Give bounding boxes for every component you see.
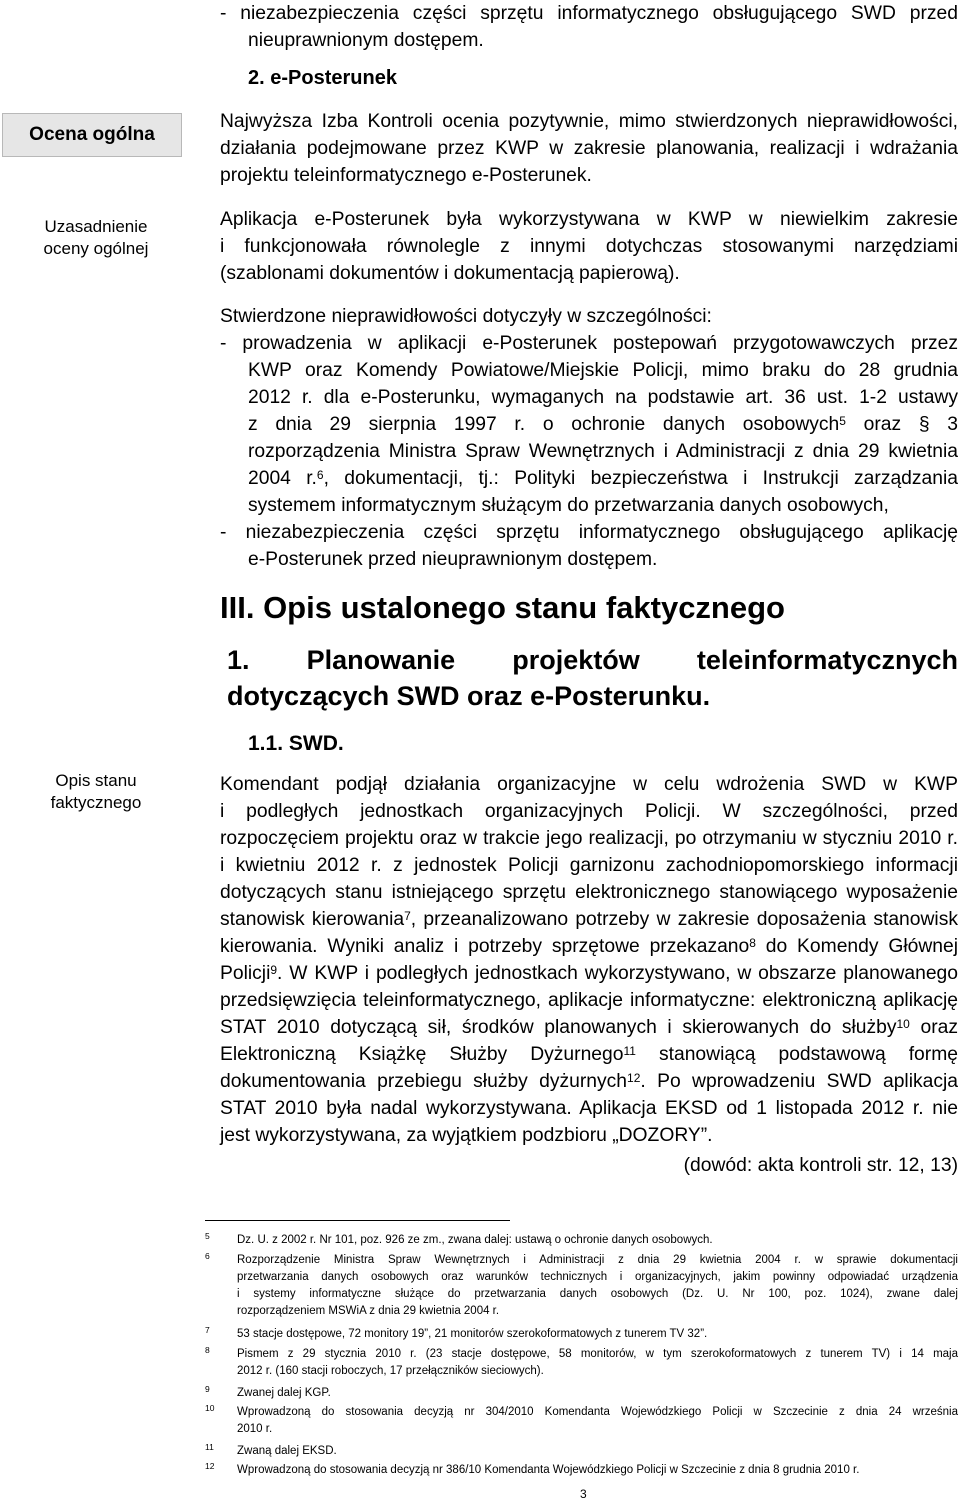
text-run: stanowisk kierowania <box>220 909 405 930</box>
text-line: jest wykorzystywana, za wyjątkiem podzbioru „DOZORY”. <box>220 1125 713 1146</box>
text-run: 2004 r. <box>248 468 317 489</box>
text-run: , przeanalizowano potrzeby w zakresie doposażenia stanowisk <box>410 909 958 930</box>
text-line: KWP oraz Komendy Powiatowe/Miejskie Policji, mimo braku do 28 grudnia <box>248 360 958 381</box>
footnote-line: 2012 r. (160 stacji roboczych, 17 przełączników sieciowych). <box>237 1365 544 1377</box>
text-line: 2012 r. dla e-Posterunku, wymaganych na podstawie art. 36 ust. 1-2 ustawy <box>248 387 958 408</box>
sidebar-label-line: Opis stanu <box>55 771 137 790</box>
footnote-line: Dz. U. z 2002 r. Nr 101, poz. 926 ze zm., zwana dalej: ustawą o ochronie danych osobowych. <box>237 1234 713 1246</box>
overall-assessment-label: Ocena ogólna <box>29 124 155 145</box>
text-run: oraz <box>909 1017 958 1038</box>
footnote-ref: 12 <box>627 1071 641 1085</box>
text-run: stanowiącą podstawową formę <box>635 1044 958 1065</box>
text-run: , dokumentacji, tj.: Polityki bezpieczeństwa i Instrukcji zarządzania <box>323 468 958 489</box>
footnote-number: 9 <box>205 1384 210 1394</box>
subsection-heading-1-cont: dotyczących SWD oraz e-Posterunku. <box>227 681 711 711</box>
text-line <box>248 411 958 438</box>
text-line: systemem informatycznym służącym do przetwarzania danych osobowych, <box>248 495 889 516</box>
footnote-number: 5 <box>205 1231 210 1241</box>
footnote-ref: 8 <box>749 936 756 950</box>
footnote-line: przetwarzania danych osobowych oraz warunków technicznych i organizacyjnych, jakim powinny odpowiadać urządzenia <box>237 1271 958 1283</box>
text-run: do Komendy Głównej <box>755 936 958 957</box>
footnote-line: Pismem z 29 stycznia 2010 r. (23 stacje dostępowe, 58 monitorów, w tym szerokoformatowych z tunerem TV) i 14 maja <box>237 1348 958 1360</box>
text-run: STAT 2010 dotyczącą sił, środków planowanych i skierowanych do służby <box>220 1017 897 1038</box>
footnote-line: Zwanej dalej KGP. <box>237 1387 331 1399</box>
text-line: rozporządzenia Ministra Spraw Wewnętrznych i Administracji z dnia 29 kwietnia <box>248 441 958 462</box>
text-line: nieuprawnionym dostępem. <box>248 30 484 51</box>
sidebar-label-facts <box>0 770 192 814</box>
text-line: STAT 2010 była nadal wykorzystywana. Aplikacja EKSD od 1 listopada 2012 r. nie <box>220 1098 958 1119</box>
text-run: Policji <box>220 963 271 984</box>
footnote-ref: 10 <box>896 1017 910 1031</box>
text-line: projektu teleinformatycznego e-Posterunek. <box>220 165 592 186</box>
footnote-line: Rozporządzenie Ministra Spraw Wewnętrznych i Administracji z dnia 29 kwietnia 2004 r. w sprawie dokumentacji <box>237 1254 958 1266</box>
footnote-line: i systemy informatyczne służące do przetwarzania danych osobowych (Dz. U. Nr 100, poz. 1024), zwane dalej <box>237 1288 958 1300</box>
text-line: (szablonami dokumentów i dokumentacją papierową). <box>220 263 680 284</box>
text-line: - niezabezpieczenia części sprzętu informatycznego obsługującego aplikację <box>220 522 958 543</box>
section-heading-2: 2. e-Posterunek <box>248 67 397 89</box>
text-line <box>220 933 958 960</box>
text-run: z dnia 29 sierpnia 1997 r. o ochronie danych osobowych <box>248 414 840 435</box>
text-line: Stwierdzone nieprawidłowości dotyczyły w szczególności: <box>220 306 712 327</box>
footnote-ref: 7 <box>404 909 411 923</box>
footnote-number: 6 <box>205 1251 210 1261</box>
text-line: i podległych jednostkach organizacyjnych Policji. W szczególności, przed <box>220 801 958 822</box>
text-line <box>220 1068 958 1095</box>
text-line <box>220 1041 958 1068</box>
footnote-number: 10 <box>205 1403 215 1413</box>
page-number: 3 <box>580 1487 587 1501</box>
text-line <box>220 906 958 933</box>
subsection-heading-1: 1. Planowanie projektów teleinformatycznych <box>227 645 958 675</box>
footnote-separator <box>205 1220 510 1221</box>
text-run: . W KWP i podległych jednostkach wykorzystywano, w obszarze planowanego <box>277 963 958 984</box>
sidebar <box>0 0 192 1505</box>
text-line: i kwietniu 2012 r. z jednostek Policji garnizonu zachodniopomorskiego informacji <box>220 855 958 876</box>
text-line: i funkcjonowała równolegle z innymi dotychczas stosowanymi narzędziami <box>220 236 958 257</box>
text-run: Elektroniczną Książkę Służby Dyżurnego <box>220 1044 624 1065</box>
footnote-number: 12 <box>205 1461 215 1471</box>
text-line: dotyczących stanu istniejącego sprzętu elektronicznego stanowiącego wyposażenie <box>220 882 958 903</box>
text-run: . Po wprowadzeniu SWD aplikacja <box>640 1071 959 1092</box>
text-line <box>248 465 958 492</box>
text-line <box>220 1014 958 1041</box>
footnote-number: 11 <box>205 1442 214 1452</box>
footnote-ref: 11 <box>623 1044 636 1058</box>
footnote-line: 2010 r. <box>237 1423 273 1435</box>
text-line <box>220 960 958 987</box>
sidebar-label-line: oceny ogólnej <box>43 239 149 258</box>
text-run: oraz § 3 <box>845 414 958 435</box>
text-line: - prowadzenia w aplikacji e-Posterunek postepowań przygotowawczych przez <box>220 333 958 354</box>
sidebar-label-justification <box>0 216 192 260</box>
footnote-number: 7 <box>205 1325 210 1335</box>
text-line: e-Posterunek przed nieuprawnionym dostępem. <box>248 549 658 570</box>
footnote-ref: 6 <box>316 468 324 482</box>
footnote-number: 8 <box>205 1345 210 1355</box>
text-line: Aplikacja e-Posterunek była wykorzystywana w KWP w niewielkim zakresie <box>220 209 958 230</box>
evidence-reference: (dowód: akta kontroli str. 12, 13) <box>683 1155 958 1176</box>
text-run: dokumentowania przebiegu służby dyżurnych <box>220 1071 628 1092</box>
sidebar-label-line: faktycznego <box>50 793 142 812</box>
section-heading-3: III. Opis ustalonego stanu faktycznego <box>220 590 785 625</box>
footnote-ref: 9 <box>270 963 278 977</box>
footnote-line: 53 stacje dostępowe, 72 monitory 19”, 21 monitorów szerokoformatowych z tunerem TV 32”. <box>237 1328 708 1340</box>
text-line: Najwyższa Izba Kontroli ocenia pozytywnie, mimo stwierdzonych nieprawidłowości, <box>220 111 958 132</box>
footnote-line: Wprowadzoną do stosowania decyzją nr 304/2010 Komendanta Wojewódzkiego Policji w Szczecinie z dnia 24 września <box>237 1406 958 1418</box>
footnote-line: Wprowadzoną do stosowania decyzją nr 386/10 Komendanta Wojewódzkiego Policji w Szczecinie z dnia 8 grudnia 2010 r. <box>237 1464 860 1476</box>
text-line: przedsięwzięcia teleinformatycznego, aplikacje informatyczne: elektroniczną aplikację <box>220 990 958 1011</box>
text-line: działania podejmowane przez KWP w zakresie planowania, realizacji i wdrażania <box>220 138 958 159</box>
sidebar-label-line: Uzasadnienie <box>44 217 148 236</box>
footnote-line: rozporządzeniem MSWiA z dnia 29 kwietnia 2004 r. <box>237 1305 500 1317</box>
section-box-overall-assessment <box>2 113 182 157</box>
text-line: Komendant podjął działania organizacyjne w celu wdrożenia SWD w KWP <box>220 774 958 795</box>
text-run: kierowania. Wyniki analiz i potrzeby sprzętowe przekazano <box>220 936 750 957</box>
text-line: - niezabezpieczenia części sprzętu informatycznego obsługującego SWD przed <box>220 3 958 24</box>
footnote-line: Zwaną dalej EKSD. <box>237 1445 337 1457</box>
text-line: rozpoczęciem projektu oraz w trakcie jego realizacji, po otrzymaniu w styczniu 2010 r. <box>220 828 958 849</box>
subsection-heading-1-1: 1.1. SWD. <box>248 732 344 755</box>
footnote-ref: 5 <box>839 414 846 428</box>
